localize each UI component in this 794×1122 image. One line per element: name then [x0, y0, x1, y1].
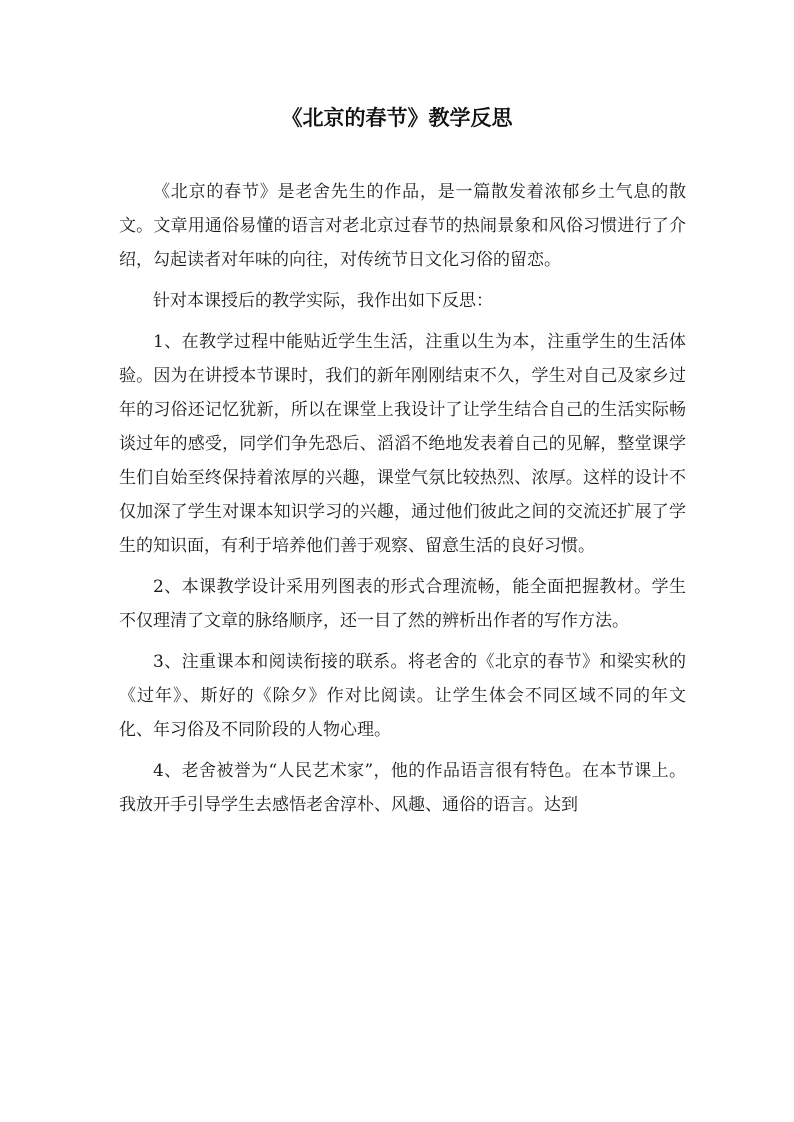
document-body: [119, 175, 686, 829]
paragraph-point-3: 3、注重课本和阅读衔接的联系。将老舍的《北京的春节》和梁实秋的《过年》、斯好的《除夕》作对比阅读。让学生体会不同区域不同的年文化、年习俗及不同阶段的人物心理。: [119, 652, 686, 740]
paragraph-intro: 《北京的春节》是老舍先生的作品，是一篇散发着浓郁乡土气息的散文。文章用通俗易懂的语言对老北京过春节的热闹景象和风俗习惯进行了介绍，勾起读者对年味的向往，对传统节日文化习俗的留恋。: [119, 182, 686, 270]
paragraph-point-4: 4、老舍被誉为“人民艺术家”，他的作品语言很有特色。在本节课上。我放开手引导学生去感悟老舍淳朴、风趣、通俗的语言。达到: [119, 761, 686, 815]
paragraph-point-2: 2、本课教学设计采用列图表的形式合理流畅，能全面把握教材。学生不仅理清了文章的脉络顺序，还一目了然的辨析出作者的写作方法。: [119, 577, 686, 631]
paragraph-reflection-lead: 针对本课授后的教学实际，我作出如下反思：: [153, 291, 493, 311]
document-title: 《北京的春节》教学反思: [281, 106, 513, 130]
paragraph-point-1: 1、在教学过程中能贴近学生生活，注重以生为本，注重学生的生活体验。因为在讲授本节课时，我们的新年刚刚结束不久，学生对自己及家乡过年的习俗还记忆犹新，所以在课堂上我设计了让学生结合自己的生活实际畅谈过年的感受，同学们争先恐后、滔滔不绝地发表着自己的见解，整堂课学生们自始至终保持着浓厚的兴趣，课堂气氛比较热烈、浓厚。这样的设计不仅加深了学生对课本知识学习的兴趣，通过他们彼此之间的交流还扩展了学生的知识面，有利于培养他们善于观察、留意生活的良好习惯。: [119, 332, 686, 556]
